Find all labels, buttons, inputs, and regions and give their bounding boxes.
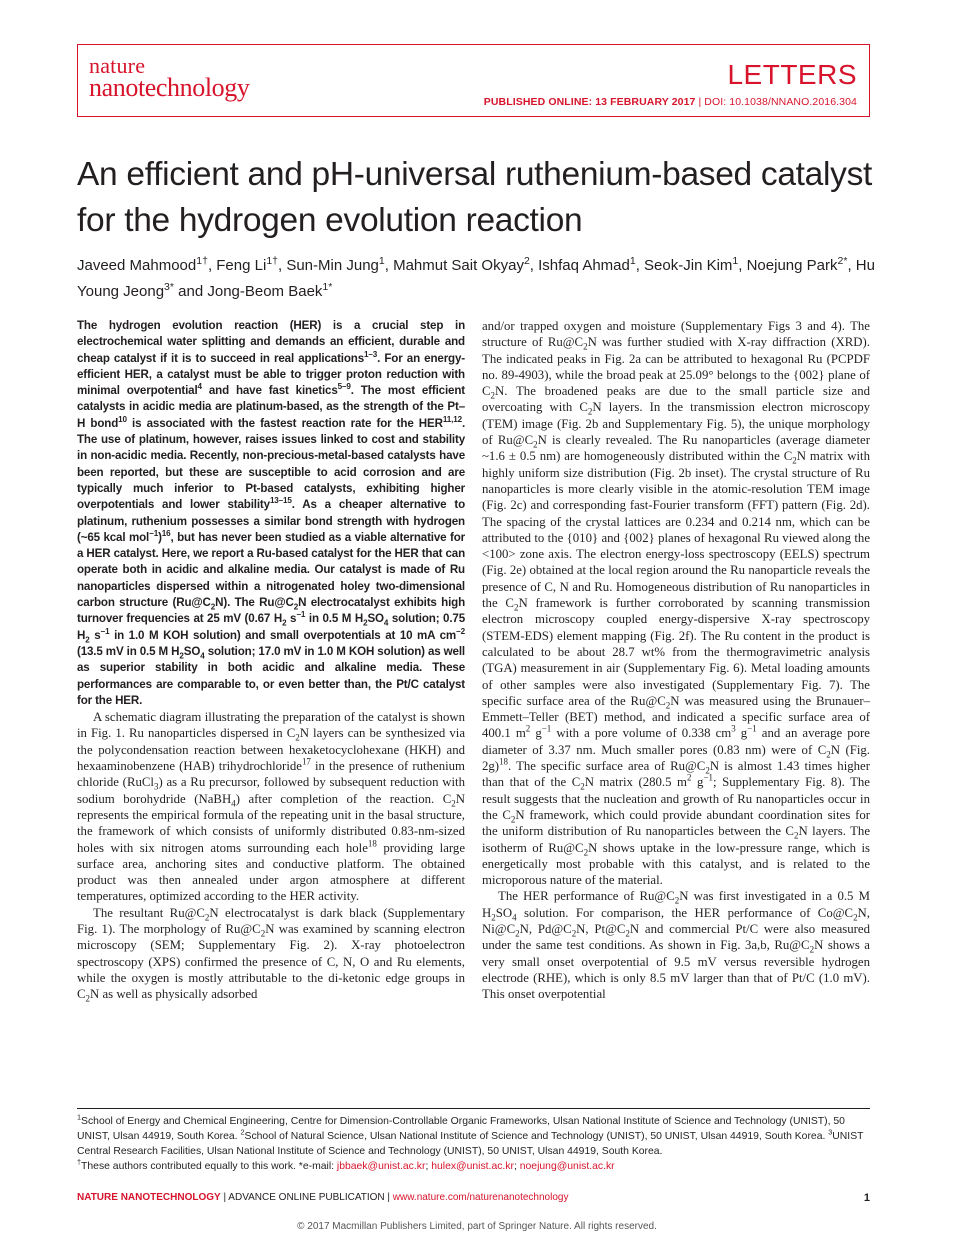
- contribution-note: These authors contributed equally to this work. *e-mail:: [81, 1161, 337, 1172]
- affiliation-text: School of Energy and Chemical Engineering, Centre for Dimension-Controllable Organic Frameworks, Ulsan National Institute of Science and Technology (UNIST), 50 UNIST, Ulsan 44919, South Korea.: [77, 1116, 845, 1142]
- reference-marker[interactable]: 10: [118, 414, 127, 424]
- affiliation-text: School of Natural Science, Ulsan National Institute of Science and Technology (UNIST), 50 UNIST, Ulsan 44919, South Korea.: [244, 1131, 829, 1142]
- published-date: PUBLISHED ONLINE: 13 FEBRUARY 2017: [483, 96, 696, 108]
- author-affil-marker: [322, 281, 332, 293]
- affil-number: 1: [322, 281, 329, 293]
- footer-url[interactable]: www.nature.com/naturenanotechnology: [392, 1192, 569, 1203]
- affil-number: †: [77, 1157, 82, 1167]
- body-paragraph: and/or trapped oxygen and moisture (Supplementary Figs 3 and 4). The structure of $Ru@C_2N$ was further studied with X-ray diffraction (XRD). The indicated peaks in Fig. 2a can be attributed to hexagonal Ru (PCPDF no. 89-4903), while the broad peak at 25.09° belongs to the {002} plane of $C_2N$. The broadened peaks are due to the small particle size and overcoating with $C_2N$ layers. In the transmission electron microscopy (TEM) image (Fig. 2b and Supplementary Fig. 5), the unique morphology of $Ru@C_2N$ is clearly revealed. The Ru nanoparticles (average diameter ~1.6 ± 0.5 nm) are homogeneously distributed within the $C_2N$ matrix with highly uniform size distribution (Fig. 2b inset). The crystal structure of Ru nanoparticles is more clearly visible in the atomic-resolution TEM image (Fig. 2c) and corresponding fast-Fourier transform (FFT) pattern (Fig. 2d). The spacing of the crystal lattices are 0.234 and 0.214 nm, which can be attributed to the {010} and {002} planes of hexagonal Ru viewed along the <100> zone axis. The electron energy-loss spectroscopy (EELS) spectrum (Fig. 2e) obtained at the local region around the Ru nanoparticle reveals the presence of C, N and Ru. Homogeneous distribution of Ru nanoparticles in the $C_2N$ framework is further corroborated by scanning transmission electron microscopy coupled energy-dispersive X-ray spectroscopy (STEM-EDS) element mapping (Fig. 2f). The Ru content in the product is calculated to be about 28.7 wt% from the thermogravimetric analysis (TGA) measurement in air (Supplementary Fig. 6). Metal loading amounts of other samples were also investigated (Supplementary Fig. 7). The specific surface area of the $Ru@C_2N$ was measured using the Brunauer–Emmett–Teller (BET) method, and indicated a specific surface area of 400.1 $m^2$ $g^{-1}$ with a pore volume of 0.338 $cm^3$ $g^{-1}$ and an average pore diameter of 3.37 nm. Much smaller pores (0.83 nm) were of $C_2N$ (Fig. 2g)$^{18}$. The specific surface area of $Ru@C_2N$ is almost 1.43 times higher than that of the $C_2N$ matrix (280.5 $m^2$ $g^{-1}$; Supplementary Fig. 8). The result suggests that the nucleation and growth of Ru nanoparticles occur in the $C_2N$ framework, which could provide abundant coordination sites for the uniform distribution of Ru nanoparticles between the $C_2N$ layers. The isotherm of $Ru@C_2N$ shows uptake in the low-pressure range, which is energetically most probable with this catalyst, and is related to the microporous nature of the material.: [482, 319, 871, 888]
- affil-number: 2: [240, 1127, 245, 1137]
- author-name[interactable]: , Mahmut Sait Okyay: [384, 257, 524, 274]
- author-name[interactable]: , Ishfaq Ahmad: [529, 257, 630, 274]
- body-paragraph: A schematic diagram illustrating the preparation of the catalyst is shown in Fig. 1. Ru nanoparticles dispersed in $C_2N$ layers can be synthesized via the polycondensation reaction between hexaketocyclohexane (HKH) and hexaaminobenzene (HAB) trihydrochloride$^{17}$ in the presence of ruthenium chloride (RuCl$_3$) as a Ru precursor, followed by subsequent reduction with sodium borohydride (NaBH$_4$) after completion of the reaction. $C_2N$ represents the empirical formula of the repeating unit in the basal structure, the framework of which consists of uniformly distributed 0.83-nm-sized holes with six nitrogen atoms surrounding each hole$^{18}$ providing large surface area, anchoring sites and conductive platform. The obtained product was then annealed under argon atmosphere at different temperatures, optimized according to the HER activity.: [77, 710, 465, 904]
- footer-publication: | ADVANCE ONLINE PUBLICATION |: [220, 1192, 393, 1203]
- journal-logo-line2: nanotechnology: [89, 72, 250, 102]
- corresponding-star: *: [843, 255, 848, 267]
- reference-marker[interactable]: 13–15: [269, 496, 292, 506]
- author-name[interactable]: , Seok-Jin Kim: [635, 257, 733, 274]
- author-name[interactable]: , Noejung Park: [738, 257, 838, 274]
- reference-marker[interactable]: 17: [301, 756, 311, 767]
- article-title: An efficient and pH-universal ruthenium-based catalyst for the hydrogen evolution reaction: [77, 156, 873, 239]
- affiliation-text: UNIST Central Research Facilities, Ulsan National Institute of Science and Technology (UNIST), 50 UNIST, Ulsan 44919, South Korea.: [77, 1131, 864, 1157]
- author-affil-marker: 1: [732, 255, 739, 267]
- reference-marker[interactable]: 5–9: [337, 382, 351, 392]
- email-link[interactable]: hulex@unist.ac.kr: [431, 1161, 514, 1172]
- page-footer: [77, 1192, 870, 1203]
- author-affil-marker: 1†: [196, 255, 208, 267]
- journal-logo-line1: nature: [89, 53, 146, 78]
- reference-marker[interactable]: 1–3: [364, 349, 378, 359]
- affiliations: $^1$School of Energy and Chemical Engineering, Centre for Dimension-Controllable Organic Frameworks, Ulsan National Institute of Science and Technology (UNIST), 50 UNIST, Ulsan 44919, South Korea. $^2$School of Natural Science, Ulsan National Institute of Science and Technology (UNIST), 50 UNIST, Ulsan 44919, South Korea. $^3$UNIST Central Research Facilities, Ulsan National Institute of Science and Technology (UNIST), 50 UNIST, Ulsan 44919, South Korea. †These authors contributed equally to this work. *e-mail: jbbaek@unist.ac.kr; hulex@unist.ac.kr; noejung@unist.ac.kr: [77, 1112, 864, 1172]
- author-name[interactable]: , Feng Li: [207, 257, 267, 274]
- reference-marker[interactable]: 16: [161, 529, 171, 538]
- body-paragraph: The resultant $Ru@C_2N$ electrocatalyst is dark black (Supplementary Fig. 1). The morphology of $Ru@C_2N$ was examined by scanning electron microscopy (SEM; Supplementary Fig. 2). X-ray photoelectron spectroscopy (XPS) confirmed the presence of C, N, O and Ru elements, while the oxygen is mostly attributable to the di-ketonic edge groups in $C_2N$ as well as physically adsorbed: [77, 905, 465, 1004]
- author-name[interactable]: and Jong-Beom Baek: [173, 283, 323, 300]
- right-column: [482, 318, 870, 1002]
- affil-number: 3: [164, 281, 170, 293]
- journal-header: [77, 44, 870, 117]
- email-link[interactable]: jbbaek@unist.ac.kr: [336, 1161, 426, 1172]
- author-affil-marker: [838, 255, 848, 267]
- author-affil-marker: 1: [629, 255, 636, 267]
- email-link[interactable]: noejung@unist.ac.kr: [519, 1161, 615, 1172]
- author-name[interactable]: , Hu Young Jeong: [77, 257, 875, 300]
- author-affil-marker: 1: [378, 255, 385, 267]
- body-paragraph: The HER performance of $Ru@C_2N$ was first investigated in a 0.5 M $H_2SO_4$ solution. For comparison, the HER performance of $Co@C_2N$, $Ni@C_2N$, $Pd@C_2N$, $Pt@C_2N$ and commercial Pt/C were also measured under the same test conditions. As shown in Fig. 3a,b, $Ru@C_2N$ shows a very small onset overpotential of 9.5 mV versus reversible hydrogen electrode (RHE), which is only 8.5 mV larger than that of Pt/C (1.0 mV). This onset overpotential: [482, 889, 871, 1002]
- author-affil-marker: 2: [523, 255, 530, 267]
- publication-info: [484, 96, 857, 108]
- pubinfo-separator: |: [698, 96, 702, 108]
- doi[interactable]: DOI: 10.1038/NNANO.2016.304: [704, 96, 857, 108]
- reference-marker[interactable]: 18: [367, 838, 377, 849]
- author-name[interactable]: , Sun-Min Jung: [278, 257, 379, 274]
- page-number: 1: [863, 1192, 870, 1204]
- left-column: [77, 318, 465, 1002]
- author-affil-marker: 1†: [266, 255, 278, 267]
- author-list: [77, 253, 877, 305]
- reference-marker[interactable]: 18: [499, 756, 509, 767]
- reference-marker[interactable]: 11,12: [442, 414, 462, 424]
- affil-number: 1: [77, 1112, 82, 1122]
- footer-journal: NATURE NANOTECHNOLOGY: [77, 1192, 221, 1203]
- reference-marker[interactable]: 4: [197, 382, 202, 392]
- journal-logo: [89, 53, 250, 102]
- corresponding-star: *: [169, 281, 174, 293]
- author-affil-marker: [164, 281, 174, 293]
- affil-number: 2: [837, 255, 844, 267]
- copyright: © 2017 Macmillan Publishers Limited, part of Springer Nature. All rights reserved.: [297, 1221, 657, 1232]
- affil-number: 3: [828, 1127, 833, 1137]
- article-type: LETTERS: [727, 59, 857, 90]
- corresponding-star: *: [328, 281, 333, 293]
- footnote-divider: [77, 1108, 870, 1109]
- abstract: The hydrogen evolution reaction (HER) is a crucial step in electrochemical water splitting and demands an efficient, durable and cheap catalyst if it is to succeed in real applications$^{1-3}$. For an energy-efficient HER, a catalyst must be able to trigger proton reduction with minimal overpotential$^4$ and have fast kinetics$^{5-9}$. The most efficient catalysts in acidic media are platinum-based, as the strength of the Pt–H bond$^{10}$ is associated with the fastest reaction rate for the HER$^{11,12}$. The use of platinum, however, raises issues linked to cost and stability in non-acidic media. Recently, non-precious-metal-based catalysts have been reported, but these are susceptible to acid corrosion and are typically much inferior to Pt-based catalysts, exhibiting higher overpotentials and lower stability$^{13-15}$. As a cheaper alternative to platinum, ruthenium possesses a similar bond strength with hydrogen (~65 kcal mol$^{-1}$)$^{16}$, but has never been studied as a viable alternative for a HER catalyst. Here, we report a Ru-based catalyst for the HER that can operate both in acidic and alkaline media. Our catalyst is made of Ru nanoparticles dispersed within a nitrogenated holey two-dimensional carbon structure $(Ru@C_2N)$. The $Ru@C_2N$ electrocatalyst exhibits high turnover frequencies at 25 mV (0.67 $H_2$ $s^{-1}$ in 0.5 M $H_2SO_4$ solution; 0.75 $H_2$ $s^{-1}$ in 1.0 M KOH solution) and small overpotentials at 10 mA $cm^{-2}$ (13.5 mV in 0.5 M $H_2SO_4$ solution; 17.0 mV in 1.0 M KOH solution) as well as superior stability in both acidic and alkaline media. These performances are comparable to, or even better than, the Pt/C catalyst for the HER.: [77, 319, 466, 707]
- author-name[interactable]: Javeed Mahmood: [77, 257, 197, 274]
